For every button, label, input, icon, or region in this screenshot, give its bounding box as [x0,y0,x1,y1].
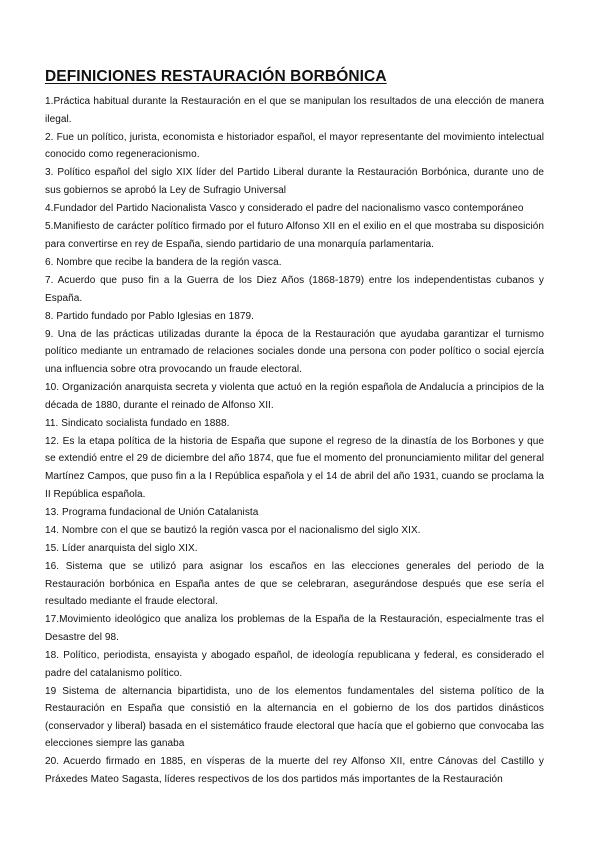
definition-item-9: 9. Una de las prácticas utilizadas durante la época de la Restauración que ayudaba garantizar el turnismo político mediante un entramado de relaciones sociales donde una persona con poder político o social ejercía una influencia sobre otra provocando un fraude electoral. [45,328,544,375]
definition-item-6: 6. Nombre que recibe la bandera de la región vasca. [45,256,282,268]
definition-item-20: 20. Acuerdo firmado en 1885, en vísperas de la muerte del rey Alfonso XII, entre Cánovas del Castillo y Práxedes Mateo Sagasta, líderes respectivos de los dos partidos más importantes de la Restauración [45,756,544,786]
definition-item-17: 17.Movimiento ideológico que analiza los problemas de la España de la Restauración, especialmente tras el Desastre del 98. [45,614,544,643]
definition-item-10: 10. Organización anarquista secreta y violenta que actuó en la región española de Andalucía a principios de la década de 1880, durante el reinado de Alfonso XII. [45,382,544,411]
definition-item-18: 18. Político, periodista, ensayista y abogado español, de ideología republicana y federal, es considerado el padre del catalanismo político. [45,649,544,679]
definition-item-14: 14. Nombre con el que se bautizó la región vasca por el nacionalismo del siglo XIX. [45,524,421,536]
definition-item-2: 2. Fue un político, jurista, economista e historiador español, el mayor representante del movimiento intelectual conocido como regeneracionismo. [45,131,544,161]
definition-item-15: 15. Líder anarquista del siglo XIX. [45,542,198,554]
definition-item-8: 8. Partido fundado por Pablo Iglesias en 1879. [45,310,254,322]
definition-item-7: 7. Acuerdo que puso fin a la Guerra de los Diez Años (1868-1879) entre los independentistas cubanos y España. [45,274,544,304]
definition-item-5: 5.Manifiesto de carácter político firmado por el futuro Alfonso XII en el exilio en el que mostraba su disposición para convertirse en rey de España, siendo partidario de una monarquía parlamentaria. [45,221,544,250]
definition-item-16: 16. Sistema que se utilizó para asignar los escaños en las elecciones generales del periodo de la Restauración borbónica en España antes de que se celebraran, asegurándose después que ese sería el resultado mediante el fraude electoral. [45,560,544,608]
definition-list [45,93,544,789]
definition-item-19: 19 Sistema de alternancia bipartidista, uno de los elementos fundamentales del sistema político de la Restauración en España que consistió en la alternancia en el gobierno de los dos partidos dinásticos (conservador y liberal) basada en el sistemático fraude electoral que hacía que el gobierno que convocaba las elecciones siempre las ganaba [45,685,544,750]
definition-item-1: 1.Práctica habitual durante la Restauración en el que se manipulan los resultados de una elección de manera ilegal. [45,96,544,125]
document-title: DEFINICIONES RESTAURACIÓN BORBÓNICA [45,68,387,85]
definition-item-13: 13. Programa fundacional de Unión Catalanista [45,506,259,518]
definition-item-4: 4.Fundador del Partido Nacionalista Vasco y considerado el padre del nacionalismo vasco contemporáneo [45,203,524,215]
definition-item-3: 3. Político español del siglo XIX líder del Partido Liberal durante la Restauración Borbónica, durante uno de sus gobiernos se aprobó la Ley de Sufragio Universal [45,167,544,196]
definition-item-12: 12. Es la etapa política de la historia de España que supone el regreso de la dinastía de los Borbones y que se extendió entre el 29 de diciembre del año 1874, que fue el momento del pronunciamiento militar del general Martínez Campos, que puso fin a la I República española y el 14 de abril del año 1931, cuando se proclama la II República española. [45,435,544,500]
definition-item-11: 11. Sindicato socialista fundado en 1888. [45,417,230,429]
